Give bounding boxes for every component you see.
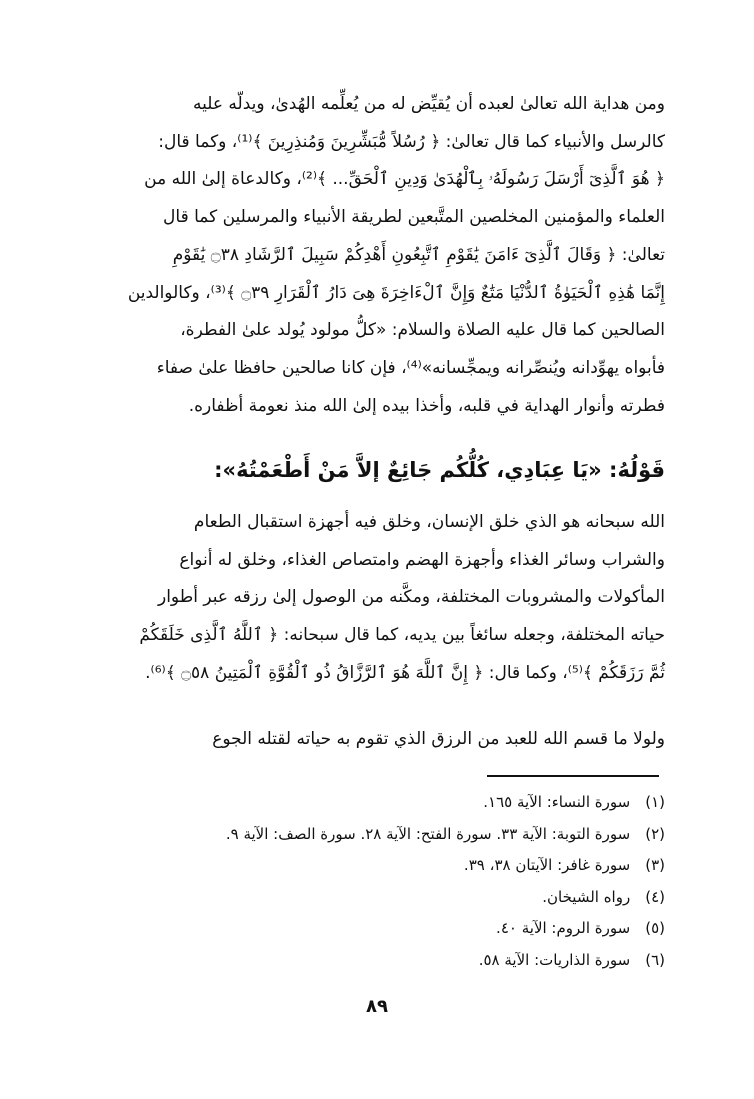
footnote-number: (١) bbox=[645, 793, 665, 811]
paragraph-1 bbox=[95, 86, 665, 425]
footnotes bbox=[95, 787, 665, 977]
paragraph-line: تعالىٰ: ﴿ وَقَالَ ٱلَّذِىٓ ءَامَنَ يَٰقَوْمِ ٱتَّبِعُونِ أَهْدِكُمْ سَبِيلَ ٱلرَّشَادِ ۝٣٨ يَٰقَوْمِ bbox=[172, 244, 665, 265]
paragraph-line: والشراب وسائر الغذاء وأجهزة الهضم وامتصاص الغذاء، وخلق له أنواع bbox=[179, 549, 665, 570]
paragraph-line: الصالحين كما قال عليه الصلاة والسلام: «كلُّ مولود يُولد علىٰ الفطرة، bbox=[180, 320, 665, 341]
paragraph-line: ولولا ما قسم الله للعبد من الرزق الذي تقوم به حياته لقتله الجوع bbox=[212, 729, 665, 749]
paragraph-line: الله سبحانه هو الذي خلق الإنسان، وخلق فيه أجهزة استقبال الطعام bbox=[193, 512, 665, 532]
footnote-number: (٤) bbox=[645, 887, 665, 906]
paragraph-line: ثُمَّ رَزَقَكُمْ ﴾⁽⁵⁾، وكما قال: ﴿ إِنَّ ٱللَّهَ هُوَ ٱلرَّزَّاقُ ذُو ٱلْقُوَّةِ ٱلْمَتِينُ ۝٥٨ ﴾⁽⁶⁾. bbox=[145, 662, 665, 683]
paragraph-line: كالرسل والأنبياء كما قال تعالىٰ: ﴿ رُسُلاً مُّبَشِّرِينَ وَمُنذِرِينَ ﴾⁽¹⁾، وكما قال: bbox=[158, 131, 665, 152]
footnote-item bbox=[95, 819, 665, 851]
footnote-item bbox=[95, 787, 665, 819]
footnote-number: (٥) bbox=[645, 919, 665, 938]
section-heading: قَوْلُهُ: «يَا عِبَادِي، كُلُّكُم جَائِعٌ إلاَّ مَنْ أَطْعَمْتُهُ»: bbox=[214, 458, 665, 482]
footnote-separator bbox=[487, 775, 659, 777]
footnote-text: سورة التوبة: الآية ٣٣. سورة الفتح: الآية ٢٨. سورة الصف: الآية ٩. bbox=[225, 824, 631, 843]
paragraph-line: حياته المختلفة، وجعله سائغاً بين يديه، كما قال سبحانه: ﴿ ٱللَّهُ ٱلَّذِى خَلَقَكُمْ bbox=[139, 625, 665, 646]
paragraph-line: المأكولات والمشروبات المختلفة، ومكَّنه من الوصول إلىٰ رزقه عبر أطوار bbox=[158, 587, 665, 608]
footnote-text: سورة النساء: الآية ١٦٥. bbox=[483, 793, 631, 811]
paragraph-line: فأبواه يهوِّدانه ويُنصِّرانه ويمجِّسانه»⁽⁴⁾، فإن كانا صالحين حافظا علىٰ صفاء bbox=[156, 357, 665, 378]
paragraph-line: إِنَّمَا هَٰذِهِ ٱلْحَيَوٰةُ ٱلدُّنْيَا مَتَٰعٌ وَإِنَّ ٱلْءَاخِرَةَ هِىَ دَارُ ٱلْقَرَارِ ۝٣٩ ﴾⁽³⁾، وكالوالدين bbox=[127, 282, 665, 303]
footnote-number: (٣) bbox=[645, 856, 665, 875]
footnote-number: (٢) bbox=[645, 824, 665, 843]
paragraph-line: ﴿ هُوَ ٱلَّذِىٓ أَرْسَلَ رَسُولَهُۥ بِٱلْهُدَىٰ وَدِينِ ٱلْحَقِّ... ﴾⁽²⁾، وكالدعاة إلىٰ الله من bbox=[144, 169, 665, 190]
footnote-text: رواه الشيخان. bbox=[542, 887, 631, 906]
paragraph-3 bbox=[95, 721, 665, 759]
paragraph-line: فطرته وأنوار الهداية في قلبه، وأخذا بيده إلىٰ الله منذ نعومة أظفاره. bbox=[188, 395, 665, 416]
footnote-item bbox=[95, 882, 665, 914]
footnote-item bbox=[95, 913, 665, 945]
footnote-number: (٦) bbox=[645, 950, 665, 969]
footnote-text: سورة الروم: الآية ٤٠. bbox=[496, 919, 631, 938]
paragraph-2 bbox=[95, 504, 665, 693]
page-number: ٨٩ bbox=[366, 996, 388, 1017]
footnote-text: سورة الذاريات: الآية ٥٨. bbox=[478, 950, 631, 969]
footnote-item bbox=[95, 850, 665, 882]
paragraph-line: العلماء والمؤمنين المخلصين المتَّبعين لطريقة الأنبياء والمرسلين كما قال bbox=[163, 207, 665, 228]
footnote-item bbox=[95, 945, 665, 977]
paragraph-line: ومن هداية الله تعالىٰ لعبده أن يُقيِّض له من يُعلِّمه الهُدىٰ، ويدلّه عليه bbox=[193, 94, 665, 114]
footnote-text: سورة غافر: الآيتان ٣٨، ٣٩. bbox=[463, 856, 631, 875]
